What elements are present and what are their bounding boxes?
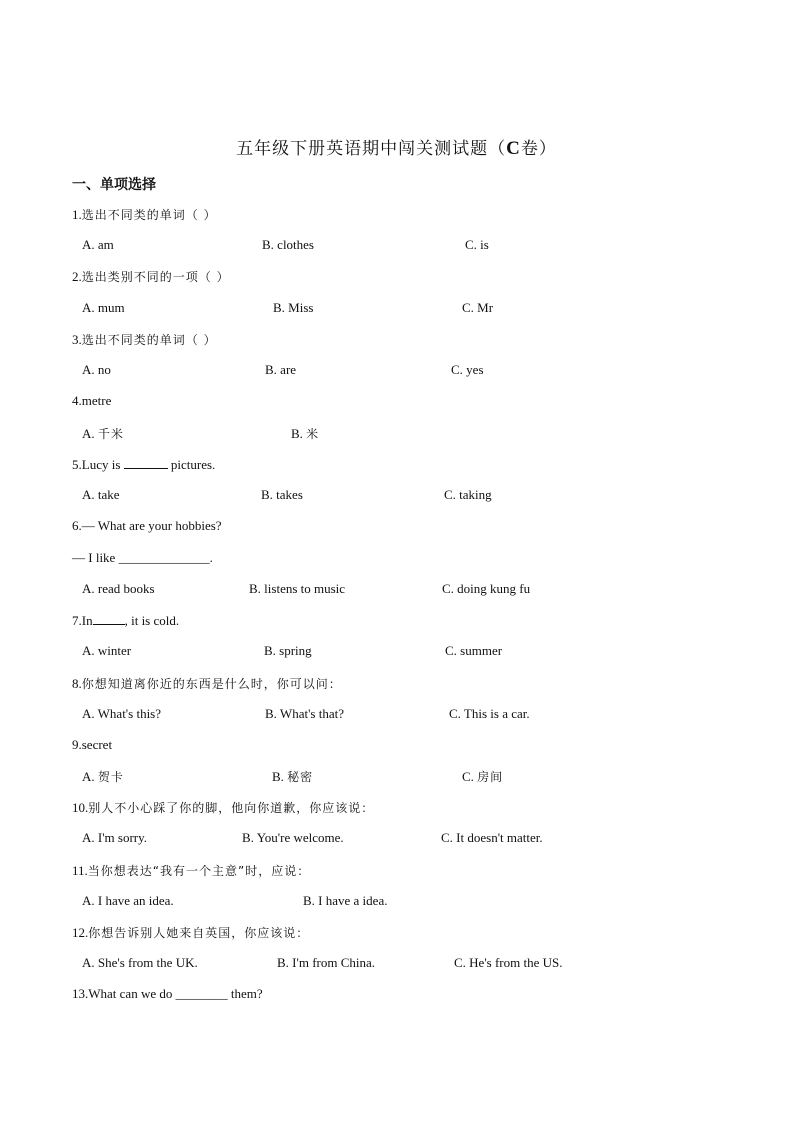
q2-option-b[interactable]: B. Miss — [273, 300, 314, 315]
q9-option-c[interactable]: C. 房间 — [462, 769, 504, 784]
q8-option-a[interactable]: A. What's this? — [82, 706, 162, 721]
q1-option-b[interactable]: B. clothes — [262, 237, 314, 252]
q12-option-b[interactable]: B. I'm from China. — [277, 955, 376, 970]
q12-option-a[interactable]: A. She's from the UK. — [82, 955, 198, 970]
q5-option-b[interactable]: B. takes — [261, 487, 303, 502]
q9-option-b[interactable]: B. 秘密 — [272, 769, 314, 784]
q10-option-b[interactable]: B. You're welcome. — [242, 830, 344, 845]
q4-option-b[interactable]: B. 米 — [291, 426, 320, 441]
q10-option-a[interactable]: A. I'm sorry. — [82, 830, 148, 845]
question-7: 7.In , it is cold. — [72, 613, 180, 628]
question-12: 12.你想告诉别人她来自英国，你应该说： — [72, 925, 310, 940]
q6-option-b[interactable]: B. listens to music — [249, 581, 346, 596]
question-8: 8.你想知道离你近的东西是什么时，你可以问： — [72, 676, 342, 691]
question-10: 10.别人不小心踩了你的脚，他向你道歉，你应该说： — [72, 800, 375, 815]
q6-option-a[interactable]: A. read books — [82, 581, 155, 596]
q7-blank[interactable] — [93, 612, 125, 625]
q1-option-c[interactable]: C. is — [465, 237, 489, 252]
question-3: 3.选出不同类的单词（ ） — [72, 332, 217, 347]
question-2: 2.选出类别不同的一项（ ） — [72, 269, 230, 284]
section-heading: 一、单项选择 — [72, 177, 156, 193]
q4-option-a[interactable]: A. 千米 — [82, 426, 124, 441]
question-13: 13.What can we do ________ them? — [72, 986, 263, 1001]
question-11: 11.当你想表达“我有一个主意”时，应说： — [72, 863, 311, 878]
question-6: 6.— What are your hobbies? — [72, 518, 222, 533]
q1-option-a[interactable]: A. am — [82, 237, 114, 252]
q11-option-a[interactable]: A. I have an idea. — [82, 893, 174, 908]
q7-option-c[interactable]: C. summer — [445, 643, 503, 658]
q3-option-c[interactable]: C. yes — [451, 362, 484, 377]
question-5: 5.Lucy is pictures. — [72, 457, 216, 472]
question-1: 1.选出不同类的单词（ ） — [72, 207, 217, 222]
q7-option-a[interactable]: A. winter — [82, 643, 132, 658]
q5-option-a[interactable]: A. take — [82, 487, 120, 502]
q6-option-c[interactable]: C. doing kung fu — [442, 581, 531, 596]
q9-option-a[interactable]: A. 贺卡 — [82, 769, 124, 784]
q11-option-b[interactable]: B. I have a idea. — [303, 893, 388, 908]
q7-option-b[interactable]: B. spring — [264, 643, 312, 658]
q8-option-c[interactable]: C. This is a car. — [449, 706, 530, 721]
q5-blank[interactable] — [124, 456, 168, 469]
q2-option-c[interactable]: C. Mr — [462, 300, 494, 315]
question-6-line2: — I like ______________. — [72, 550, 213, 565]
q2-option-a[interactable]: A. mum — [82, 300, 125, 315]
q10-option-c[interactable]: C. It doesn't matter. — [441, 830, 543, 845]
q5-option-c[interactable]: C. taking — [444, 487, 492, 502]
q3-option-a[interactable]: A. no — [82, 362, 111, 377]
question-4: 4.metre — [72, 393, 112, 408]
q3-option-b[interactable]: B. are — [265, 362, 297, 377]
page-title: 五年级下册英语期中闯关测试题（C卷） — [236, 138, 557, 159]
q8-option-b[interactable]: B. What's that? — [265, 706, 345, 721]
q12-option-c[interactable]: C. He's from the US. — [454, 955, 563, 970]
question-9: 9.secret — [72, 737, 113, 752]
